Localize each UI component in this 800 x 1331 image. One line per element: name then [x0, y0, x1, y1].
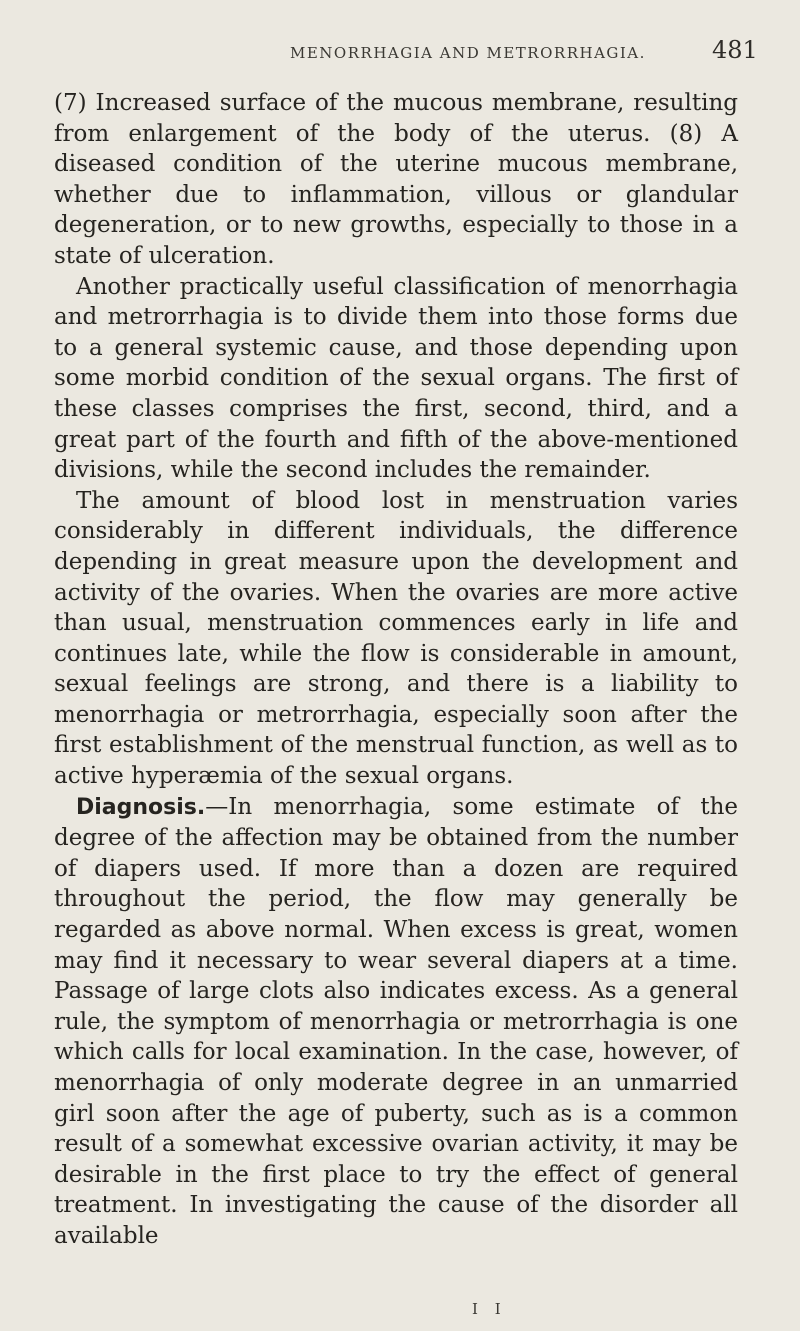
paragraph-systemic-classification — [54, 272, 738, 486]
paragraph-diagnosis — [54, 792, 738, 1252]
paragraph-text: Another practically useful classification of menorrhagia and metrorrhagia is to divide them into those forms due to a general systemic cause, and those depending upon some morbid condition of the sexual organs. The first of these classes comprises the first, second, third, and a great part of the fourth and fifth of the above-mentioned divisions, while the second includes the remainder. — [54, 273, 738, 484]
body-text — [54, 88, 738, 1252]
running-head: MENORRHAGIA AND METRORRHAGIA. — [290, 44, 646, 62]
page-number: 481 — [712, 36, 758, 64]
paragraph-text: (7) Increased surface of the mucous membrane, resulting from enlargement of the body of the uterus. (8) A diseased condition of the uterine mucous membrane, whether due to inflammation, villous or glandular degeneration, or to new growths, especially to those in a state of ulceration. — [54, 90, 738, 269]
printer-signature: I I — [472, 1300, 507, 1318]
paragraph-classification-end — [54, 88, 738, 272]
paragraph-text: The amount of blood lost in menstruation varies considerably in different individuals, the difference depending in great measure upon the development and activity of the ovaries. When the ovaries are more active than usual, menstruation commences early in life and continues late, while the flow is considerable in amount, sexual feelings are strong, and there is a liability to menorrhagia or metrorrhagia, especially soon after the first establishment of the menstrual function, as well as to active hyperæmia of the sexual organs. — [54, 487, 738, 790]
section-heading-diagnosis: Diagnosis. — [76, 794, 206, 820]
paragraph-text: —In menorrhagia, some estimate of the degree of the affection may be obtained from the number of diapers used. If more than a dozen are required throughout the period, the flow may generally be regarded as above normal. When excess is great, women may find it necessary to wear several diapers at a time. Passage of large clots also indicates excess. As a general rule, the symptom of menorrhagia or metrorrhagia is one which calls for local examination. In the case, however, of menorrhagia of only moderate degree in an unmarried girl soon after the age of puberty, such as is a common result of a somewhat excessive ovarian activity, it may be desirable in the first place to try the effect of general treatment. In investigating the cause of the disorder all available — [54, 793, 738, 1249]
paragraph-blood-loss — [54, 486, 738, 792]
